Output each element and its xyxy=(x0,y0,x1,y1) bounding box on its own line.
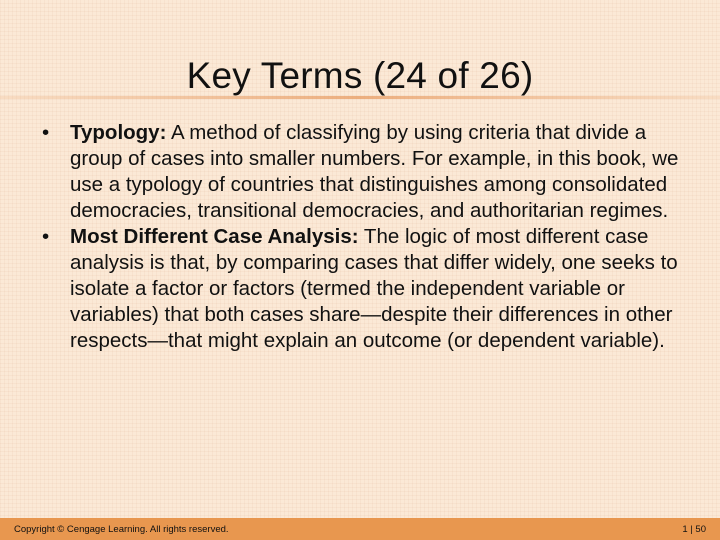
bullet-definition: The logic of most different case analysis is that, by comparing cases that differ widely, one seeks to isolate a factor or factors (termed the independent variable or variables) that both cases share—despite their differences in other respects—that might explain an outcome (or dependent variable). xyxy=(70,225,678,352)
bullet-term: Typology: xyxy=(70,121,167,144)
bullet-definition: A method of classifying by using criteria that divide a group of cases into smaller numbers. For example, in this book, we use a typology of countries that distinguishes among consolidated democracies, transitional democracies, and authoritarian regimes. xyxy=(70,121,679,222)
bullet-term: Most Different Case Analysis: xyxy=(70,225,359,248)
title-divider xyxy=(0,96,720,99)
page-number: 1 | 50 xyxy=(682,524,706,535)
copyright-notice: Copyright © Cengage Learning. All rights reserved. xyxy=(14,524,229,535)
bullet-item-typology xyxy=(42,120,697,224)
slide-title: Key Terms (24 of 26) xyxy=(186,54,534,96)
footer-bar xyxy=(0,518,720,540)
bullet-list xyxy=(42,120,697,354)
bullet-item-most-different-case-analysis xyxy=(42,224,697,354)
